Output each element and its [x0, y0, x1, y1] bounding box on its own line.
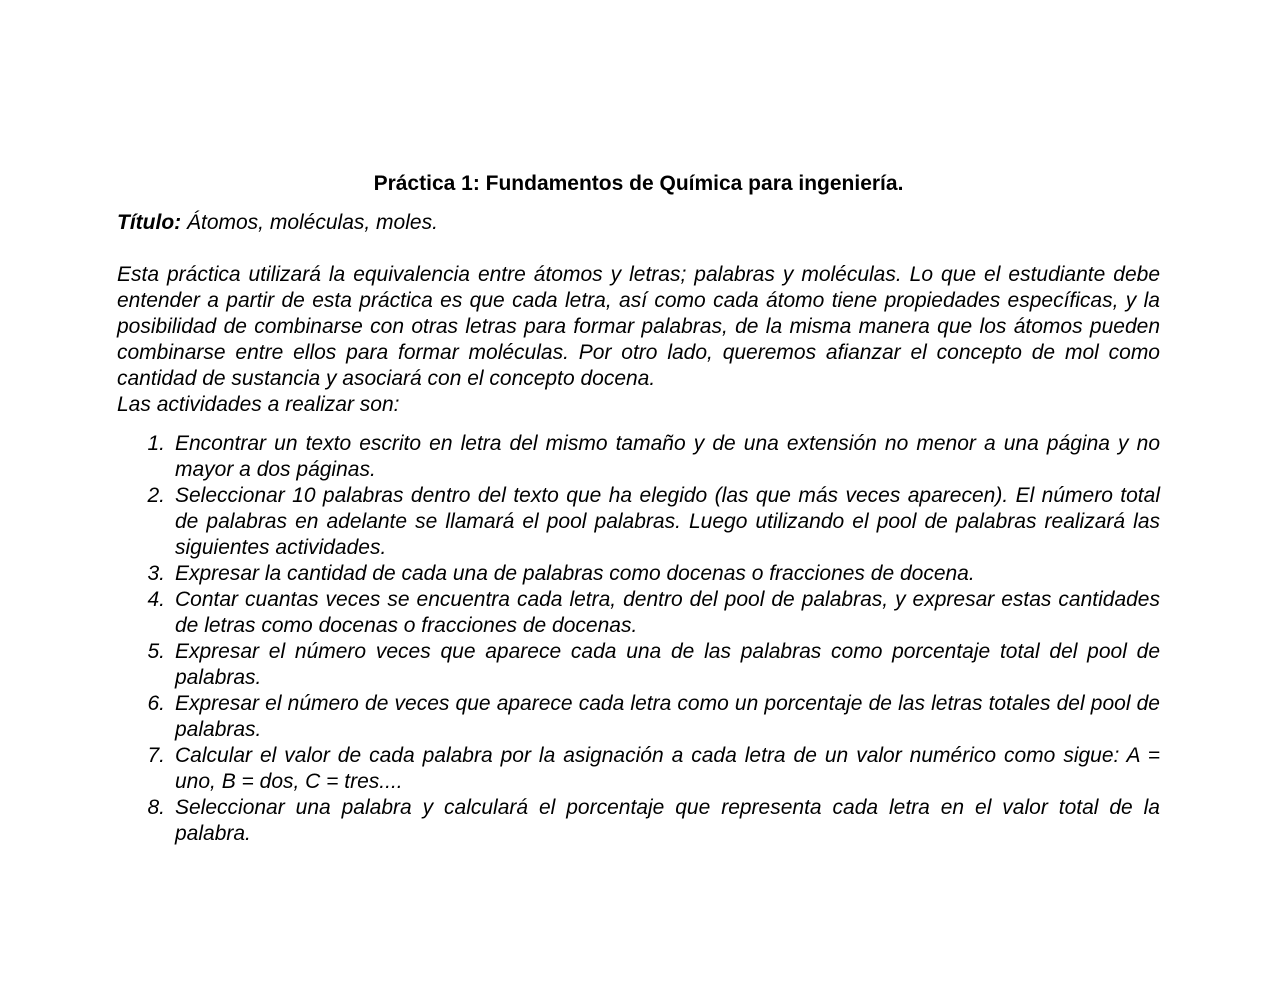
- subtitle-label: Título:: [117, 211, 182, 234]
- activity-item: [117, 795, 1160, 847]
- activity-item: [117, 743, 1160, 795]
- activity-item: [117, 561, 1160, 587]
- activity-text: Expresar la cantidad de cada una de palabras como docenas o fracciones de docena.: [175, 562, 975, 585]
- activity-text: Encontrar un texto escrito en letra del mismo tamaño y de una extensión no menor a una página y no mayor a dos páginas.: [175, 432, 1160, 481]
- activity-item: [117, 639, 1160, 691]
- activity-text: Contar cuantas veces se encuentra cada letra, dentro del pool de palabras, y expresar estas cantidades de letras como docenas o fracciones de docenas.: [175, 588, 1160, 637]
- activity-number: 8.: [147, 796, 165, 819]
- activity-number: 7.: [147, 744, 165, 767]
- activity-number: 3.: [147, 562, 165, 585]
- activity-text: Seleccionar 10 palabras dentro del texto que ha elegido (las que más veces aparecen). El número total de palabras en adelante se llamará el pool palabras. Luego utilizando el pool de palabras realizará las siguientes actividades.: [175, 484, 1160, 559]
- activity-item: [117, 587, 1160, 639]
- activity-text: Calcular el valor de cada palabra por la asignación a cada letra de un valor numérico como sigue: A = uno, B = dos, C = tres....: [175, 744, 1160, 793]
- document-page: [117, 170, 1160, 847]
- activity-text: Expresar el número veces que aparece cada una de las palabras como porcentaje total del pool de palabras.: [175, 640, 1160, 689]
- activity-item: [117, 483, 1160, 561]
- subtitle-text: Átomos, moléculas, moles.: [181, 211, 438, 234]
- activity-number: 5.: [147, 640, 165, 663]
- activity-number: 4.: [147, 588, 165, 611]
- activities-list: [117, 431, 1160, 847]
- activity-item: [117, 691, 1160, 743]
- activities-lead: Las actividades a realizar son:: [117, 393, 400, 416]
- activity-number: 2.: [147, 484, 165, 507]
- activity-text: Seleccionar una palabra y calculará el porcentaje que representa cada letra en el valor total de la palabra.: [175, 796, 1160, 845]
- document-subtitle: [117, 210, 1160, 236]
- activity-text: Expresar el número de veces que aparece cada letra como un porcentaje de las letras totales del pool de palabras.: [175, 692, 1160, 741]
- intro-paragraph: Esta práctica utilizará la equivalencia entre átomos y letras; palabras y moléculas. Lo que el estudiante debe entender a partir de esta práctica es que cada letra, así como cada átomo tiene propiedades específicas, y la posibilidad de combinarse con otras letras para formar palabras, de la misma manera que los átomos pueden combinarse entre ellos para formar moléculas. Por otro lado, queremos afianzar el concepto de mol como cantidad de sustancia y asociará con el concepto docena.: [117, 263, 1160, 390]
- activity-number: 6.: [147, 692, 165, 715]
- activity-item: [117, 431, 1160, 483]
- activity-number: 1.: [147, 432, 165, 455]
- document-title: Práctica 1: Fundamentos de Química para ingeniería.: [373, 172, 904, 195]
